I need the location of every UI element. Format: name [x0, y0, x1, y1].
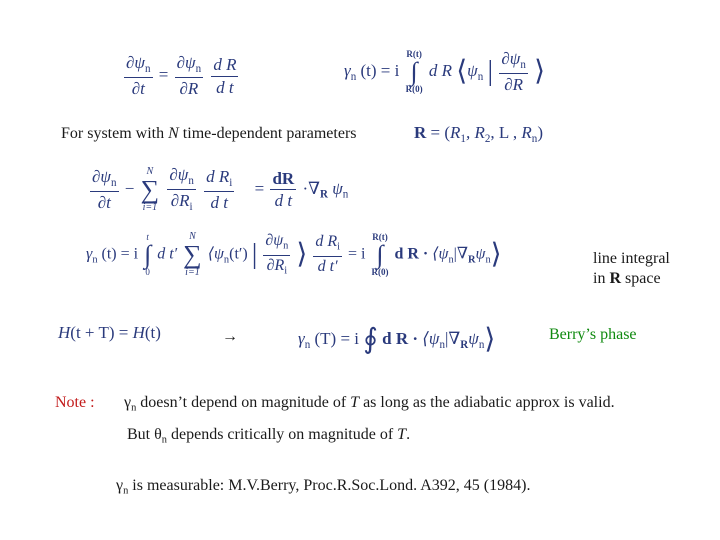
bra: ⟨ψ	[207, 245, 224, 263]
r-component: R	[521, 123, 532, 142]
subscript: n	[223, 254, 230, 266]
sum-operator: N ∑ i=1	[140, 165, 160, 213]
lower-limit: 0	[145, 267, 150, 277]
r-component: R	[450, 123, 461, 142]
integral-operator: R(t) ∫ R(0)	[405, 49, 423, 95]
gamma-symbol: γ	[116, 477, 124, 494]
text-segment: depends critically on magnitude of	[167, 426, 398, 443]
ellipsis: , L ,	[490, 123, 522, 142]
equation-berry-phase	[298, 326, 495, 354]
parameters-text	[61, 126, 357, 142]
argument: (t′)	[229, 245, 248, 263]
denominator: ∂R	[179, 79, 199, 99]
upper-limit: t	[146, 232, 149, 242]
lower-limit: R(0)	[371, 267, 389, 277]
text-segment: doesn’t depend on magnitude of	[136, 394, 351, 411]
equals-sign: = i	[380, 61, 400, 81]
subscript: n	[188, 174, 194, 187]
argument: (t)	[360, 61, 377, 81]
closing-paren: )	[537, 123, 543, 142]
subscript: n	[304, 338, 311, 351]
ket-bracket: ⟩	[490, 239, 502, 270]
upper-limit: N	[189, 231, 196, 242]
bar: |	[487, 56, 494, 88]
numerator: d R	[206, 166, 230, 186]
lower-limit: i=1	[142, 201, 158, 213]
subscript: n	[485, 254, 491, 266]
subscript: n	[350, 70, 357, 83]
equation-gradient-form	[88, 166, 348, 214]
upper-limit: R(t)	[406, 49, 422, 60]
sum-operator: N ∑ i=1	[183, 231, 202, 278]
r-component: , R	[465, 123, 485, 142]
text-segment: .	[406, 426, 411, 443]
denominator: ∂t	[97, 193, 111, 213]
measurable-reference	[116, 478, 530, 497]
numerator: ∂ψ	[92, 166, 111, 186]
contour-integral-icon: ∮	[363, 324, 378, 355]
equals-sign: = i	[347, 245, 366, 263]
subscript: R	[468, 254, 476, 266]
argument: (T) = i	[314, 328, 360, 348]
fraction	[313, 234, 342, 275]
bar-nabla: |∇	[453, 245, 469, 263]
fraction	[270, 170, 296, 211]
note-line: line integral	[593, 250, 670, 267]
numerator: ∂ψ	[265, 231, 284, 249]
ket-bracket: ⟩	[484, 324, 496, 355]
equation-time-derivative	[122, 54, 240, 98]
subscript: n	[478, 338, 485, 351]
note-line-dynamical	[127, 427, 410, 446]
denominator: d t	[216, 77, 234, 97]
r-vector: R	[414, 123, 427, 142]
berry-phase-label: Berry’s phase	[549, 326, 637, 343]
denominator: ∂R	[504, 75, 524, 95]
upper-limit: N	[146, 165, 154, 177]
psi-symbol: ψ	[475, 245, 486, 263]
subscript: i	[284, 265, 288, 277]
text-segment: For system with	[61, 125, 169, 142]
reference-text: is measurable: M.V.Berry, Proc.R.Soc.Lond. A392, 45 (1984).	[128, 477, 531, 494]
lhs: (t + T) =	[70, 323, 133, 342]
denominator: d t	[274, 191, 293, 211]
ket-bracket: ⟩	[534, 56, 546, 88]
note-label: Note :	[55, 394, 95, 411]
equation-periodic-hamiltonian	[58, 324, 161, 341]
denominator: ∂R	[170, 191, 190, 211]
denominator: ∂t	[131, 79, 145, 99]
t-symbol: T	[350, 394, 360, 411]
subscript: n	[448, 254, 454, 266]
fraction	[211, 56, 238, 97]
equals-sign: =	[158, 65, 169, 85]
text-segment: But	[127, 426, 155, 443]
subscript: R	[319, 188, 328, 201]
equation-parameter-vector	[414, 124, 543, 145]
denominator: d t′	[317, 257, 338, 275]
text-segment: in	[593, 270, 610, 287]
line-integral-note	[593, 249, 670, 289]
psi-symbol: ψ	[332, 178, 343, 198]
subscript: i	[229, 176, 233, 189]
subscript: n	[195, 62, 202, 75]
gamma-symbol: γ	[298, 328, 305, 348]
gamma-symbol: γ	[86, 245, 93, 263]
theta-symbol: θ	[154, 426, 162, 443]
subscript: n	[110, 176, 117, 189]
subscript: n	[283, 240, 289, 252]
integral-operator: R(t) ∫ R(0)	[371, 232, 389, 277]
equals-sign: =	[254, 178, 265, 198]
n-symbol: N	[168, 125, 179, 142]
psi-symbol: ψ	[467, 61, 478, 81]
fraction	[175, 54, 204, 98]
implies-arrow: →	[222, 328, 238, 345]
fraction	[204, 168, 234, 212]
argument: (t) = i	[101, 245, 139, 263]
gamma-symbol: γ	[344, 61, 351, 81]
equals-sign: = (	[430, 123, 451, 142]
psi-symbol: ψ	[468, 328, 479, 348]
subscript: i	[337, 241, 340, 253]
dot-nabla: ·∇	[302, 178, 320, 198]
subscript: n	[439, 338, 445, 351]
subscript: i	[189, 201, 193, 214]
fraction	[167, 166, 196, 214]
rhs: (t)	[144, 323, 161, 342]
fraction	[90, 168, 119, 212]
numerator: ∂ψ	[169, 165, 189, 184]
equation-berry-integral	[344, 50, 545, 94]
denominator: d t	[210, 193, 228, 213]
subscript: n	[131, 402, 137, 414]
numerator: ∂ψ	[176, 53, 196, 72]
subscript: n	[123, 485, 129, 497]
bar: |	[251, 239, 258, 270]
bra: ⟨ψ	[432, 245, 449, 263]
subscript: 1	[460, 132, 466, 145]
subscript: n	[92, 254, 98, 266]
bra: ⟨ψ	[422, 328, 440, 348]
subscript: n	[477, 70, 484, 83]
differential: d t′	[157, 245, 178, 263]
subscript: 2	[484, 132, 491, 145]
h-symbol: H	[132, 323, 145, 342]
gamma-symbol: γ	[124, 394, 132, 411]
note-line-adiabatic	[124, 395, 615, 414]
upper-limit: R(t)	[372, 232, 388, 242]
t-symbol: T	[397, 426, 407, 443]
subscript: n	[144, 62, 151, 75]
text-segment: space	[621, 270, 661, 287]
subscript: n	[342, 188, 349, 201]
differential: d R	[428, 61, 452, 81]
lower-limit: R(0)	[405, 84, 423, 95]
numerator: dR	[270, 170, 296, 191]
h-symbol: H	[58, 323, 71, 342]
note-line	[593, 269, 670, 289]
bar-nabla: |∇	[445, 328, 461, 348]
fraction	[499, 50, 528, 94]
lower-limit: i=1	[185, 267, 200, 278]
text-segment: time-dependent parameters	[178, 125, 357, 142]
subscript: n	[531, 132, 538, 145]
numerator: ∂ψ	[501, 49, 521, 68]
numerator: d R	[211, 56, 238, 77]
equation-gamma-expansion	[86, 232, 502, 278]
denominator: ∂R	[266, 256, 285, 274]
text-segment: as long as the adiabatic approx is valid.	[359, 394, 615, 411]
fraction	[124, 54, 153, 98]
integral-operator: t ∫ 0	[144, 232, 152, 277]
minus-sign: −	[124, 178, 135, 198]
differential: d R ·	[382, 328, 419, 348]
bra-bracket: ⟨	[456, 56, 468, 88]
fraction	[263, 233, 290, 277]
differential: d R ·	[394, 245, 429, 263]
numerator: d R	[315, 233, 338, 251]
subscript: n	[520, 58, 526, 71]
subscript: R	[460, 338, 469, 351]
r-symbol: R	[609, 270, 622, 287]
subscript: n	[161, 434, 167, 446]
ket-bracket: ⟩	[296, 239, 308, 270]
numerator: ∂ψ	[126, 53, 145, 72]
